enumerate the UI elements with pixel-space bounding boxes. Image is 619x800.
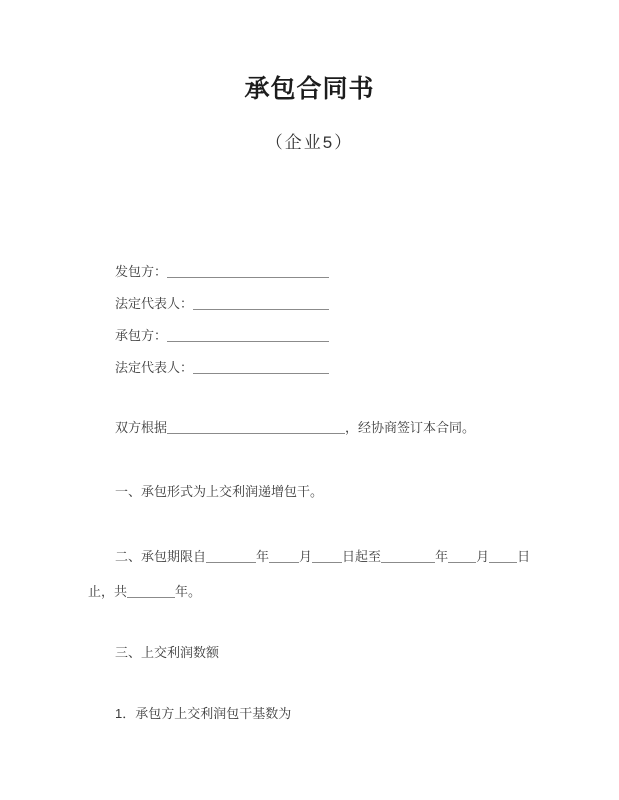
preamble-line bbox=[115, 419, 475, 436]
contract-subtitle: （企业5） bbox=[265, 133, 354, 152]
blank-underline bbox=[167, 328, 329, 342]
blank-underline bbox=[448, 549, 476, 563]
text-run: 日起至 bbox=[342, 549, 382, 564]
blank-underline bbox=[381, 549, 435, 563]
section-one-line: 一、承包形式为上交利润递增包干。 bbox=[115, 484, 324, 499]
text-run: 年 bbox=[256, 549, 270, 564]
blank-underline bbox=[269, 549, 299, 563]
item-one-line: 1．承包方上交利润包干基数为 bbox=[115, 706, 292, 721]
blank-underline bbox=[489, 549, 517, 563]
text-run: 承包方： bbox=[115, 328, 168, 343]
text-run: 月 bbox=[299, 549, 313, 564]
blank-underline bbox=[127, 584, 175, 598]
party-line-contractor bbox=[115, 327, 329, 344]
text-run: 月 bbox=[476, 549, 490, 564]
term-line-wrap bbox=[88, 583, 201, 600]
contract-title: 承包合同书 bbox=[244, 75, 375, 103]
party-line-contractor-rep bbox=[115, 359, 329, 376]
term-line-start bbox=[115, 548, 530, 565]
text-run: 法定代表人： bbox=[115, 296, 194, 311]
blank-underline bbox=[206, 549, 256, 563]
text-run: 二、承包期限自 bbox=[115, 549, 207, 564]
blank-underline bbox=[167, 264, 329, 278]
text-run: 法定代表人： bbox=[115, 360, 194, 375]
party-line-employer-rep bbox=[115, 295, 329, 312]
party-line-employer bbox=[115, 263, 329, 280]
section-three-line: 三、上交利润数额 bbox=[115, 645, 220, 660]
text-run: 发包方： bbox=[115, 264, 168, 279]
text-run: 双方根据 bbox=[115, 420, 168, 435]
text-run: 日 bbox=[517, 549, 531, 564]
text-run: 止，共 bbox=[88, 584, 128, 599]
blank-underline bbox=[193, 360, 329, 374]
text-run: 年。 bbox=[175, 584, 202, 599]
blank-underline bbox=[167, 420, 345, 434]
text-run: 年 bbox=[435, 549, 449, 564]
text-run: ，经协商签订本合同。 bbox=[345, 420, 476, 435]
blank-underline bbox=[312, 549, 342, 563]
blank-underline bbox=[193, 296, 329, 310]
